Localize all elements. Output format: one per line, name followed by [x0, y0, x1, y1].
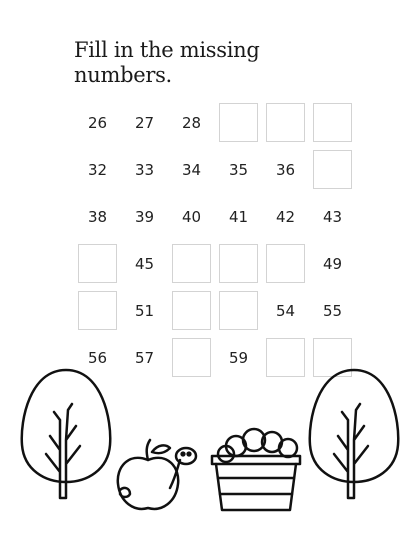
- apple-with-worm-icon: [118, 440, 196, 509]
- number-cell: 36: [275, 160, 296, 179]
- number-cell: 59: [228, 348, 249, 367]
- answer-box[interactable]: [313, 150, 352, 189]
- number-cell: 51: [134, 301, 155, 320]
- number-cell: 28: [181, 113, 202, 132]
- number-cell: 33: [134, 160, 155, 179]
- number-cell: 56: [87, 348, 108, 367]
- number-cell: 54: [275, 301, 296, 320]
- answer-box[interactable]: [266, 244, 305, 283]
- number-cell: 39: [134, 207, 155, 226]
- answer-box[interactable]: [219, 103, 258, 142]
- answer-box[interactable]: [219, 291, 258, 330]
- apple-basket-icon: [212, 429, 300, 510]
- number-cell: 43: [322, 207, 343, 226]
- number-cell: 55: [322, 301, 343, 320]
- answer-box[interactable]: [219, 244, 258, 283]
- answer-box[interactable]: [78, 291, 117, 330]
- number-cell: 45: [134, 254, 155, 273]
- title-line-1: Fill in the missing: [74, 38, 260, 62]
- number-cell: 49: [322, 254, 343, 273]
- number-cell: 40: [181, 207, 202, 226]
- worksheet-title: [74, 38, 334, 88]
- answer-box[interactable]: [266, 103, 305, 142]
- illustration-strip: [0, 360, 416, 539]
- number-cell: 35: [228, 160, 249, 179]
- title-line-2: numbers.: [74, 63, 172, 87]
- number-cell: 57: [134, 348, 155, 367]
- answer-box[interactable]: [313, 103, 352, 142]
- number-cell: 41: [228, 207, 249, 226]
- tree-icon: [22, 370, 110, 498]
- answer-box[interactable]: [78, 244, 117, 283]
- number-cell: 26: [87, 113, 108, 132]
- answer-box[interactable]: [172, 291, 211, 330]
- number-cell: 27: [134, 113, 155, 132]
- tree-icon: [310, 370, 398, 498]
- number-grid: [78, 103, 352, 377]
- number-cell: 38: [87, 207, 108, 226]
- number-cell: 32: [87, 160, 108, 179]
- number-cell: 42: [275, 207, 296, 226]
- number-cell: 34: [181, 160, 202, 179]
- answer-box[interactable]: [172, 244, 211, 283]
